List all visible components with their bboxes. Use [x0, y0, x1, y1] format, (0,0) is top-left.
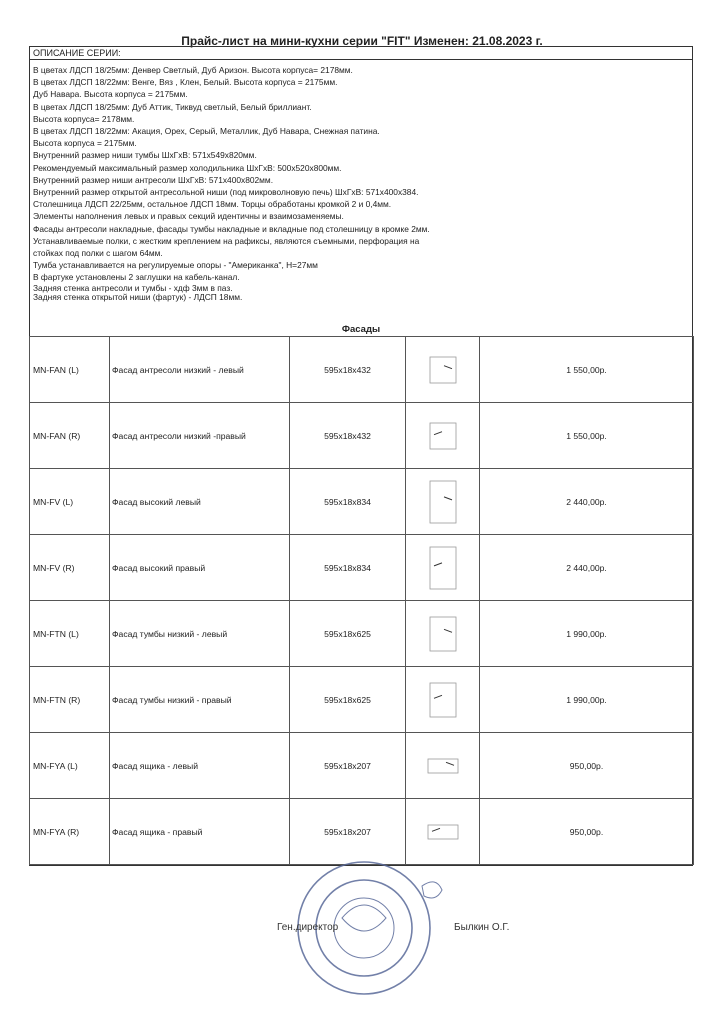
item-thumbnail	[406, 733, 480, 799]
description-line: В цветах ЛДСП 18/25мм: Денвер Светлый, Дуб Аризон. Высота корпуса= 2178мм.	[33, 65, 353, 75]
item-thumbnail	[406, 535, 480, 601]
item-code: MN-FTN (R)	[30, 667, 110, 733]
description-line: Устанавливаемые полки, с жестким креплением на рафиксы, являются съемными, перфорация на	[33, 235, 420, 246]
item-price: 950,00р.	[480, 799, 694, 865]
description-line: В цветах ЛДСП 18/22мм: Акация, Орех, Серый, Металлик, Дуб Навара, Снежная патина.	[33, 126, 380, 137]
table-row	[30, 667, 694, 733]
item-thumbnail	[406, 469, 480, 535]
item-price: 2 440,00р.	[480, 535, 694, 601]
description-line: Высота корпуса = 2175мм.	[33, 138, 137, 149]
table-row	[30, 535, 694, 601]
facade-thumbnail-icon	[427, 614, 459, 654]
item-price: 1 550,00р.	[480, 403, 694, 469]
description-line: Дуб Навара. Высота корпуса = 2175мм.	[33, 89, 188, 100]
page-title: Прайс-лист на мини-кухни серии "FIT" Изменен: 21.08.2023 г.	[181, 34, 543, 48]
description-line: Рекомендуемый максимальный размер холодильника ШхГхВ: 500х520х800мм.	[33, 162, 342, 173]
item-code: MN-FYA (L)	[30, 733, 110, 799]
item-thumbnail	[406, 799, 480, 865]
description-line: В фартуке установлены 2 заглушки на кабель-канал.	[33, 272, 240, 283]
description-line: Задняя стенка антресоли и тумбы - хдф 3мм в паз.	[33, 283, 233, 293]
item-price: 950,00р.	[480, 733, 694, 799]
item-size: 595х18х207	[290, 799, 406, 865]
item-thumbnail	[406, 403, 480, 469]
series-description	[33, 64, 683, 302]
item-size: 595х18х625	[290, 667, 406, 733]
item-name: Фасад антресоли низкий -правый	[110, 403, 290, 469]
facades-table	[29, 336, 694, 865]
facade-thumbnail-icon	[427, 354, 459, 386]
item-size: 595х18х834	[290, 469, 406, 535]
facade-thumbnail-icon	[427, 478, 459, 526]
table-row	[30, 469, 694, 535]
table-row	[30, 733, 694, 799]
item-code: MN-FAN (L)	[30, 337, 110, 403]
item-code: MN-FTN (L)	[30, 601, 110, 667]
item-name: Фасад тумбы низкий - левый	[110, 601, 290, 667]
item-size: 595х18х625	[290, 601, 406, 667]
item-price: 1 990,00р.	[480, 601, 694, 667]
item-name: Фасад ящика - правый	[110, 799, 290, 865]
description-line: Внутренний размер ниши антресоли ШхГхВ: 571х400х802мм.	[33, 174, 274, 185]
description-line: Тумба устанавливается на регулируемые опоры - "Американка", Н=27мм	[33, 260, 318, 271]
description-line: Задняя стенка открытой ниши (фартук) - ЛДСП 18мм.	[33, 292, 243, 302]
description-line: В цветах ЛДСП 18/22мм: Венге, Вяз , Клен, Белый. Высота корпуса = 2175мм.	[33, 77, 338, 88]
description-line: Внутренний размер открытой антресольной ниши (под микроволновую печь) ШхГхВ: 571х400х384.	[33, 187, 419, 198]
item-name: Фасад высокий левый	[110, 469, 290, 535]
description-header: ОПИСАНИЕ СЕРИИ:	[29, 46, 693, 60]
signature-position: Ген.директор	[277, 922, 339, 933]
item-name: Фасад антресоли низкий - левый	[110, 337, 290, 403]
item-price: 1 990,00р.	[480, 667, 694, 733]
description-line: Фасады антресоли накладные, фасады тумбы накладные и вкладные под столешницу в кромке 2мм.	[33, 223, 430, 234]
description-line: Столешница ЛДСП 22/25мм, остальное ЛДСП 18мм. Торцы обработаны кромкой 2 и 0,4мм.	[33, 199, 392, 210]
item-thumbnail	[406, 337, 480, 403]
description-line: В цветах ЛДСП 18/25мм: Дуб Аттик, Тиквуд светлый, Белый бриллиант.	[33, 101, 312, 112]
item-price: 2 440,00р.	[480, 469, 694, 535]
item-code: MN-FV (R)	[30, 535, 110, 601]
item-size: 595х18х432	[290, 403, 406, 469]
item-price: 1 550,00р.	[480, 337, 694, 403]
item-thumbnail	[406, 667, 480, 733]
table-row	[30, 403, 694, 469]
item-code: MN-FV (L)	[30, 469, 110, 535]
section-title: Фасады	[341, 324, 381, 335]
facade-thumbnail-icon	[427, 420, 459, 452]
facade-thumbnail-icon	[425, 822, 461, 842]
item-code: MN-FAN (R)	[30, 403, 110, 469]
description-line: стойках под полки с шагом 64мм.	[33, 248, 163, 259]
item-name: Фасад тумбы низкий - правый	[110, 667, 290, 733]
description-line: Внутренний размер ниши тумбы ШхГхВ: 571х549х820мм.	[33, 150, 257, 161]
description-line: Высота корпуса= 2178мм.	[33, 113, 135, 124]
item-size: 595х18х834	[290, 535, 406, 601]
item-size: 595х18х207	[290, 733, 406, 799]
item-code: MN-FYA (R)	[30, 799, 110, 865]
description-line: Элементы наполнения левых и правых секций идентичны и взаимозаменяемы.	[33, 211, 344, 222]
table-row	[30, 601, 694, 667]
signature-name: Былкин О.Г.	[454, 922, 510, 933]
facade-thumbnail-icon	[425, 756, 461, 776]
facade-thumbnail-icon	[427, 544, 459, 592]
table-row	[30, 799, 694, 865]
item-size: 595х18х432	[290, 337, 406, 403]
item-name: Фасад высокий правый	[110, 535, 290, 601]
facade-thumbnail-icon	[427, 680, 459, 720]
item-thumbnail	[406, 601, 480, 667]
item-name: Фасад ящика - левый	[110, 733, 290, 799]
table-row	[30, 337, 694, 403]
